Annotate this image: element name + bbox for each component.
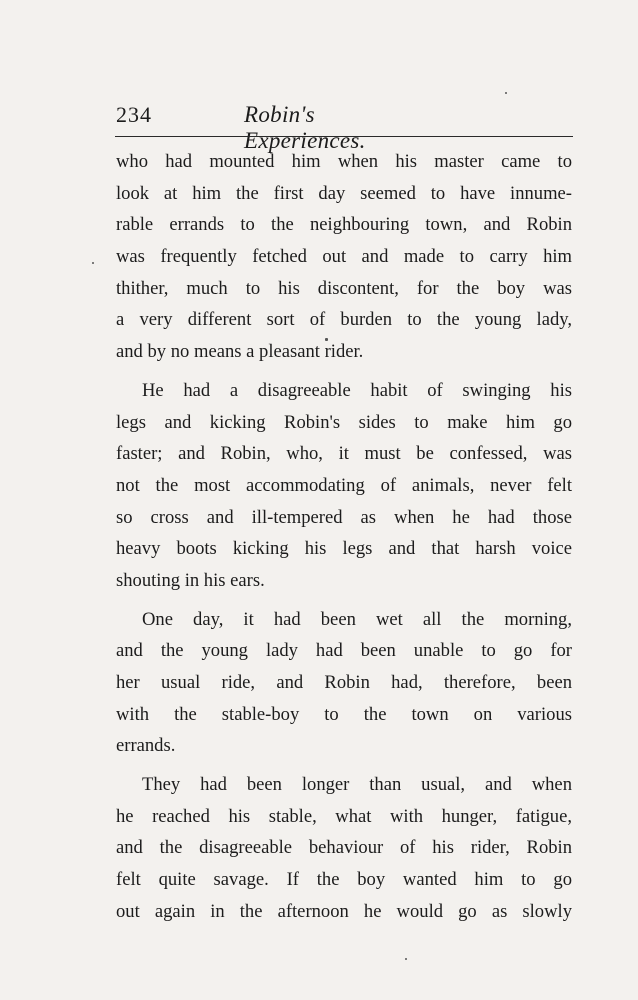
text-line: One day, it had been wet all the morning,	[142, 608, 572, 630]
text-line: and by no means a pleasant rider.	[116, 341, 364, 363]
text-line: heavy boots kicking his legs and that harsh voice	[116, 538, 572, 560]
text-line: They had been longer than usual, and when	[142, 774, 572, 796]
text-line: look at him the first day seemed to have innume-	[116, 182, 572, 204]
text-line: errands.	[116, 735, 176, 757]
text-line: legs and kicking Robin's sides to make him go	[116, 411, 572, 433]
page-number: 234	[116, 102, 152, 127]
text-line: thither, much to his discontent, for the boy was	[116, 277, 572, 299]
text-line: He had a disagreeable habit of swinging his	[142, 379, 572, 401]
body-text	[116, 146, 572, 928]
print-speck	[405, 958, 407, 960]
print-speck	[92, 262, 94, 264]
text-line: rable errands to the neighbouring town, and Robin	[116, 214, 572, 236]
text-line: with the stable-boy to the town on various	[116, 703, 572, 725]
text-line: out again in the afternoon he would go as slowly	[116, 900, 572, 922]
running-title: Robin's Experiences.	[244, 102, 366, 153]
text-line: faster; and Robin, who, it must be confessed, was	[116, 443, 572, 465]
text-line: and the disagreeable behaviour of his rider, Robin	[116, 837, 572, 859]
text-line: he reached his stable, what with hunger, fatigue,	[116, 805, 572, 827]
paragraph	[116, 146, 572, 368]
paragraph	[116, 604, 572, 762]
text-line: felt quite savage. If the boy wanted him to go	[116, 869, 572, 891]
header-rule	[115, 136, 573, 137]
paragraph	[116, 375, 572, 597]
text-line: and the young lady had been unable to go for	[116, 640, 572, 662]
text-line: shouting in his ears.	[116, 569, 265, 591]
print-speck	[325, 338, 328, 341]
paragraph	[116, 769, 572, 927]
page-header	[116, 102, 442, 153]
text-line: was frequently fetched out and made to carry him	[116, 246, 572, 268]
text-line: her usual ride, and Robin had, therefore, been	[116, 672, 572, 693]
print-speck	[505, 92, 507, 94]
text-line: so cross and ill-tempered as when he had those	[116, 506, 572, 528]
text-line: who had mounted him when his master came to	[116, 151, 572, 172]
text-line: not the most accommodating of animals, never felt	[116, 474, 572, 496]
text-line: a very different sort of burden to the young lady,	[116, 309, 572, 331]
